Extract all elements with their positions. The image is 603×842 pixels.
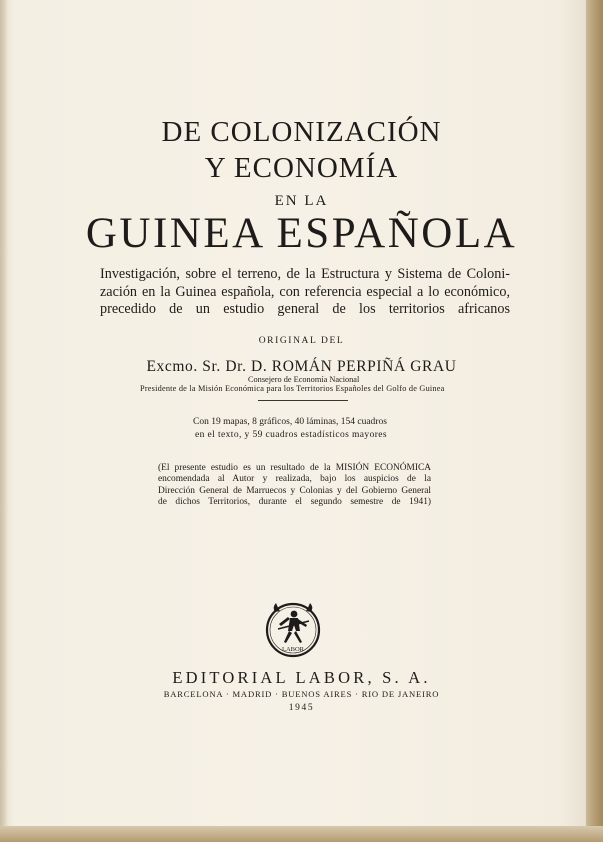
divider-rule bbox=[258, 400, 348, 401]
note-line: de dichos Territorios, durante el segundo semestre de 1941) bbox=[158, 496, 431, 507]
logo-text: LABOR bbox=[281, 646, 305, 653]
title-line-2: Y ECONOMÍA bbox=[204, 152, 399, 184]
publisher-name: EDITORIAL LABOR, S. A. bbox=[172, 668, 431, 687]
subtitle-line: precedido de un estudio general de los territorios africanos bbox=[100, 301, 510, 317]
mission-note bbox=[158, 463, 431, 508]
title-main: GUINEA ESPAÑOLA bbox=[85, 210, 518, 257]
publisher-cities: BARCELONA · MADRID · BUENOS AIRES · RIO DE JANEIRO bbox=[163, 689, 440, 699]
note-line: (El presente estudio es un resultado de la MISIÓN ECONÓMICA bbox=[158, 463, 431, 473]
book-edge-bottom bbox=[0, 826, 603, 842]
author-role: Presidente de la Misión Económica para los Territorios Españoles del Golfo de Guinea bbox=[140, 384, 445, 393]
details-line: en el texto, y 59 cuadros estadísticos mayores bbox=[195, 430, 387, 440]
subtitle-line: zación en la Guinea española, con referencia especial a lo económico, bbox=[100, 283, 510, 300]
subtitle-line: Investigación, sobre el terreno, de la Estructura y Sistema de Coloni- bbox=[100, 266, 510, 282]
subtitle-paragraph bbox=[100, 266, 510, 319]
title-line-3: EN LA bbox=[274, 193, 329, 209]
note-line: Dirección General de Marruecos y Colonias y del Gobierno General bbox=[158, 485, 431, 496]
author-role: Consejero de Economía Nacional bbox=[248, 375, 360, 384]
details-line: Con 19 mapas, 8 gráficos, 40 láminas, 154 cuadros bbox=[193, 417, 387, 427]
title-line-1: DE COLONIZACIÓN bbox=[161, 116, 442, 148]
publication-year: 1945 bbox=[288, 703, 315, 713]
labor-publisher-emblem-icon bbox=[263, 598, 323, 660]
author-name: Excmo. Sr. Dr. D. ROMÁN PERPIÑÁ GRAU bbox=[146, 358, 457, 375]
original-label: ORIGINAL DEL bbox=[258, 336, 345, 346]
note-line: encomendada al Autor y realizada, bajo los auspicios de la bbox=[158, 474, 431, 485]
